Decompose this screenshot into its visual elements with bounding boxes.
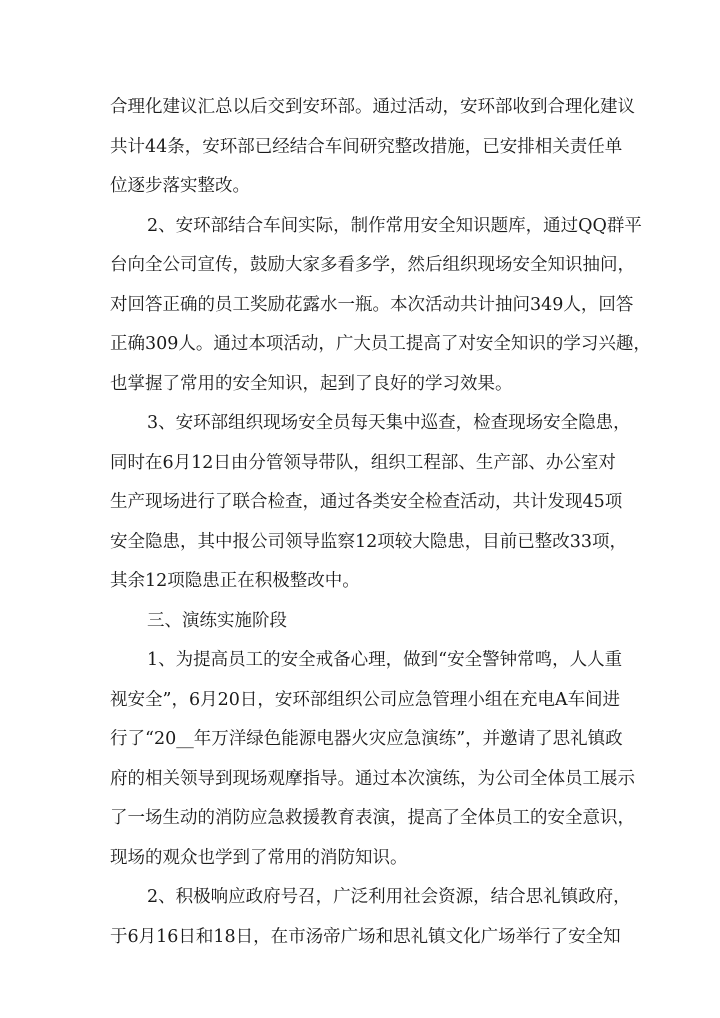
- text-line: 三、演练实施阶段: [147, 610, 287, 631]
- text-line: 位逐步落实整改。: [110, 176, 250, 196]
- text-line: 现场的观众也学到了常用的消防知识。: [110, 847, 408, 868]
- text-line: 其余12项隐患正在积极整改中。: [110, 571, 360, 591]
- text-line: 1、为提高员工的安全戒备心理，做到“安全警钟常鸣，人人重: [147, 650, 623, 670]
- text-line: 府的相关领导到现场观摩指导。通过本次演练，为公司全体员工展示: [110, 768, 635, 789]
- text-line: 2、积极响应政府号召，广泛利用社会资源，结合思礼镇政府，: [147, 887, 631, 907]
- text-line: 3、安环部组织现场安全员每天集中巡查，检查现场安全隐患，: [147, 413, 631, 433]
- text-line: 行了“20__年万洋绿色能源电器火灾应急演练”，并邀请了思礼镇政: [110, 729, 623, 749]
- text-line: 于6月16日和18日，在市汤帝广场和思礼镇文化广场举行了安全知: [110, 926, 621, 947]
- text-line: 安全隐患，其中报公司领导监察12项较大隐患，目前已整改33项，: [110, 531, 628, 552]
- text-line: 了一场生动的消防应急救援教育表演，提高了全体员工的安全意识，: [110, 808, 635, 828]
- text-line: 共计44条，安环部已经结合车间研究整改措施，已安排相关责任单: [110, 136, 623, 157]
- text-line: 同时在6月12日由分管领导带队，组织工程部、生产部、办公室对: [110, 452, 616, 473]
- document-page: [110, 94, 651, 963]
- text-line: 视安全”，6月20日，安环部组织公司应急管理小组在充电A车间进: [110, 689, 620, 710]
- text-line: 合理化建议汇总以后交到安环部。通过活动，安环部收到合理化建议: [110, 97, 635, 117]
- text-line: 正确309人。通过本项活动，广大员工提高了对安全知识的学习兴趣，: [110, 334, 651, 354]
- text-line: 2、安环部结合车间实际，制作常用安全知识题库，通过QQ群平: [147, 215, 642, 236]
- text-line: 生产现场进行了联合检查，通过各类安全检查活动，共计发现45项: [110, 492, 623, 512]
- text-line: 对回答正确的员工奖励花露水一瓶。本次活动共计抽问349人，回答: [110, 294, 634, 315]
- text-line: 台向全公司宣传，鼓励大家多看多学，然后组织现场安全知识抽问，: [110, 255, 635, 275]
- text-line: 也掌握了常用的安全知识，起到了良好的学习效果。: [110, 373, 513, 394]
